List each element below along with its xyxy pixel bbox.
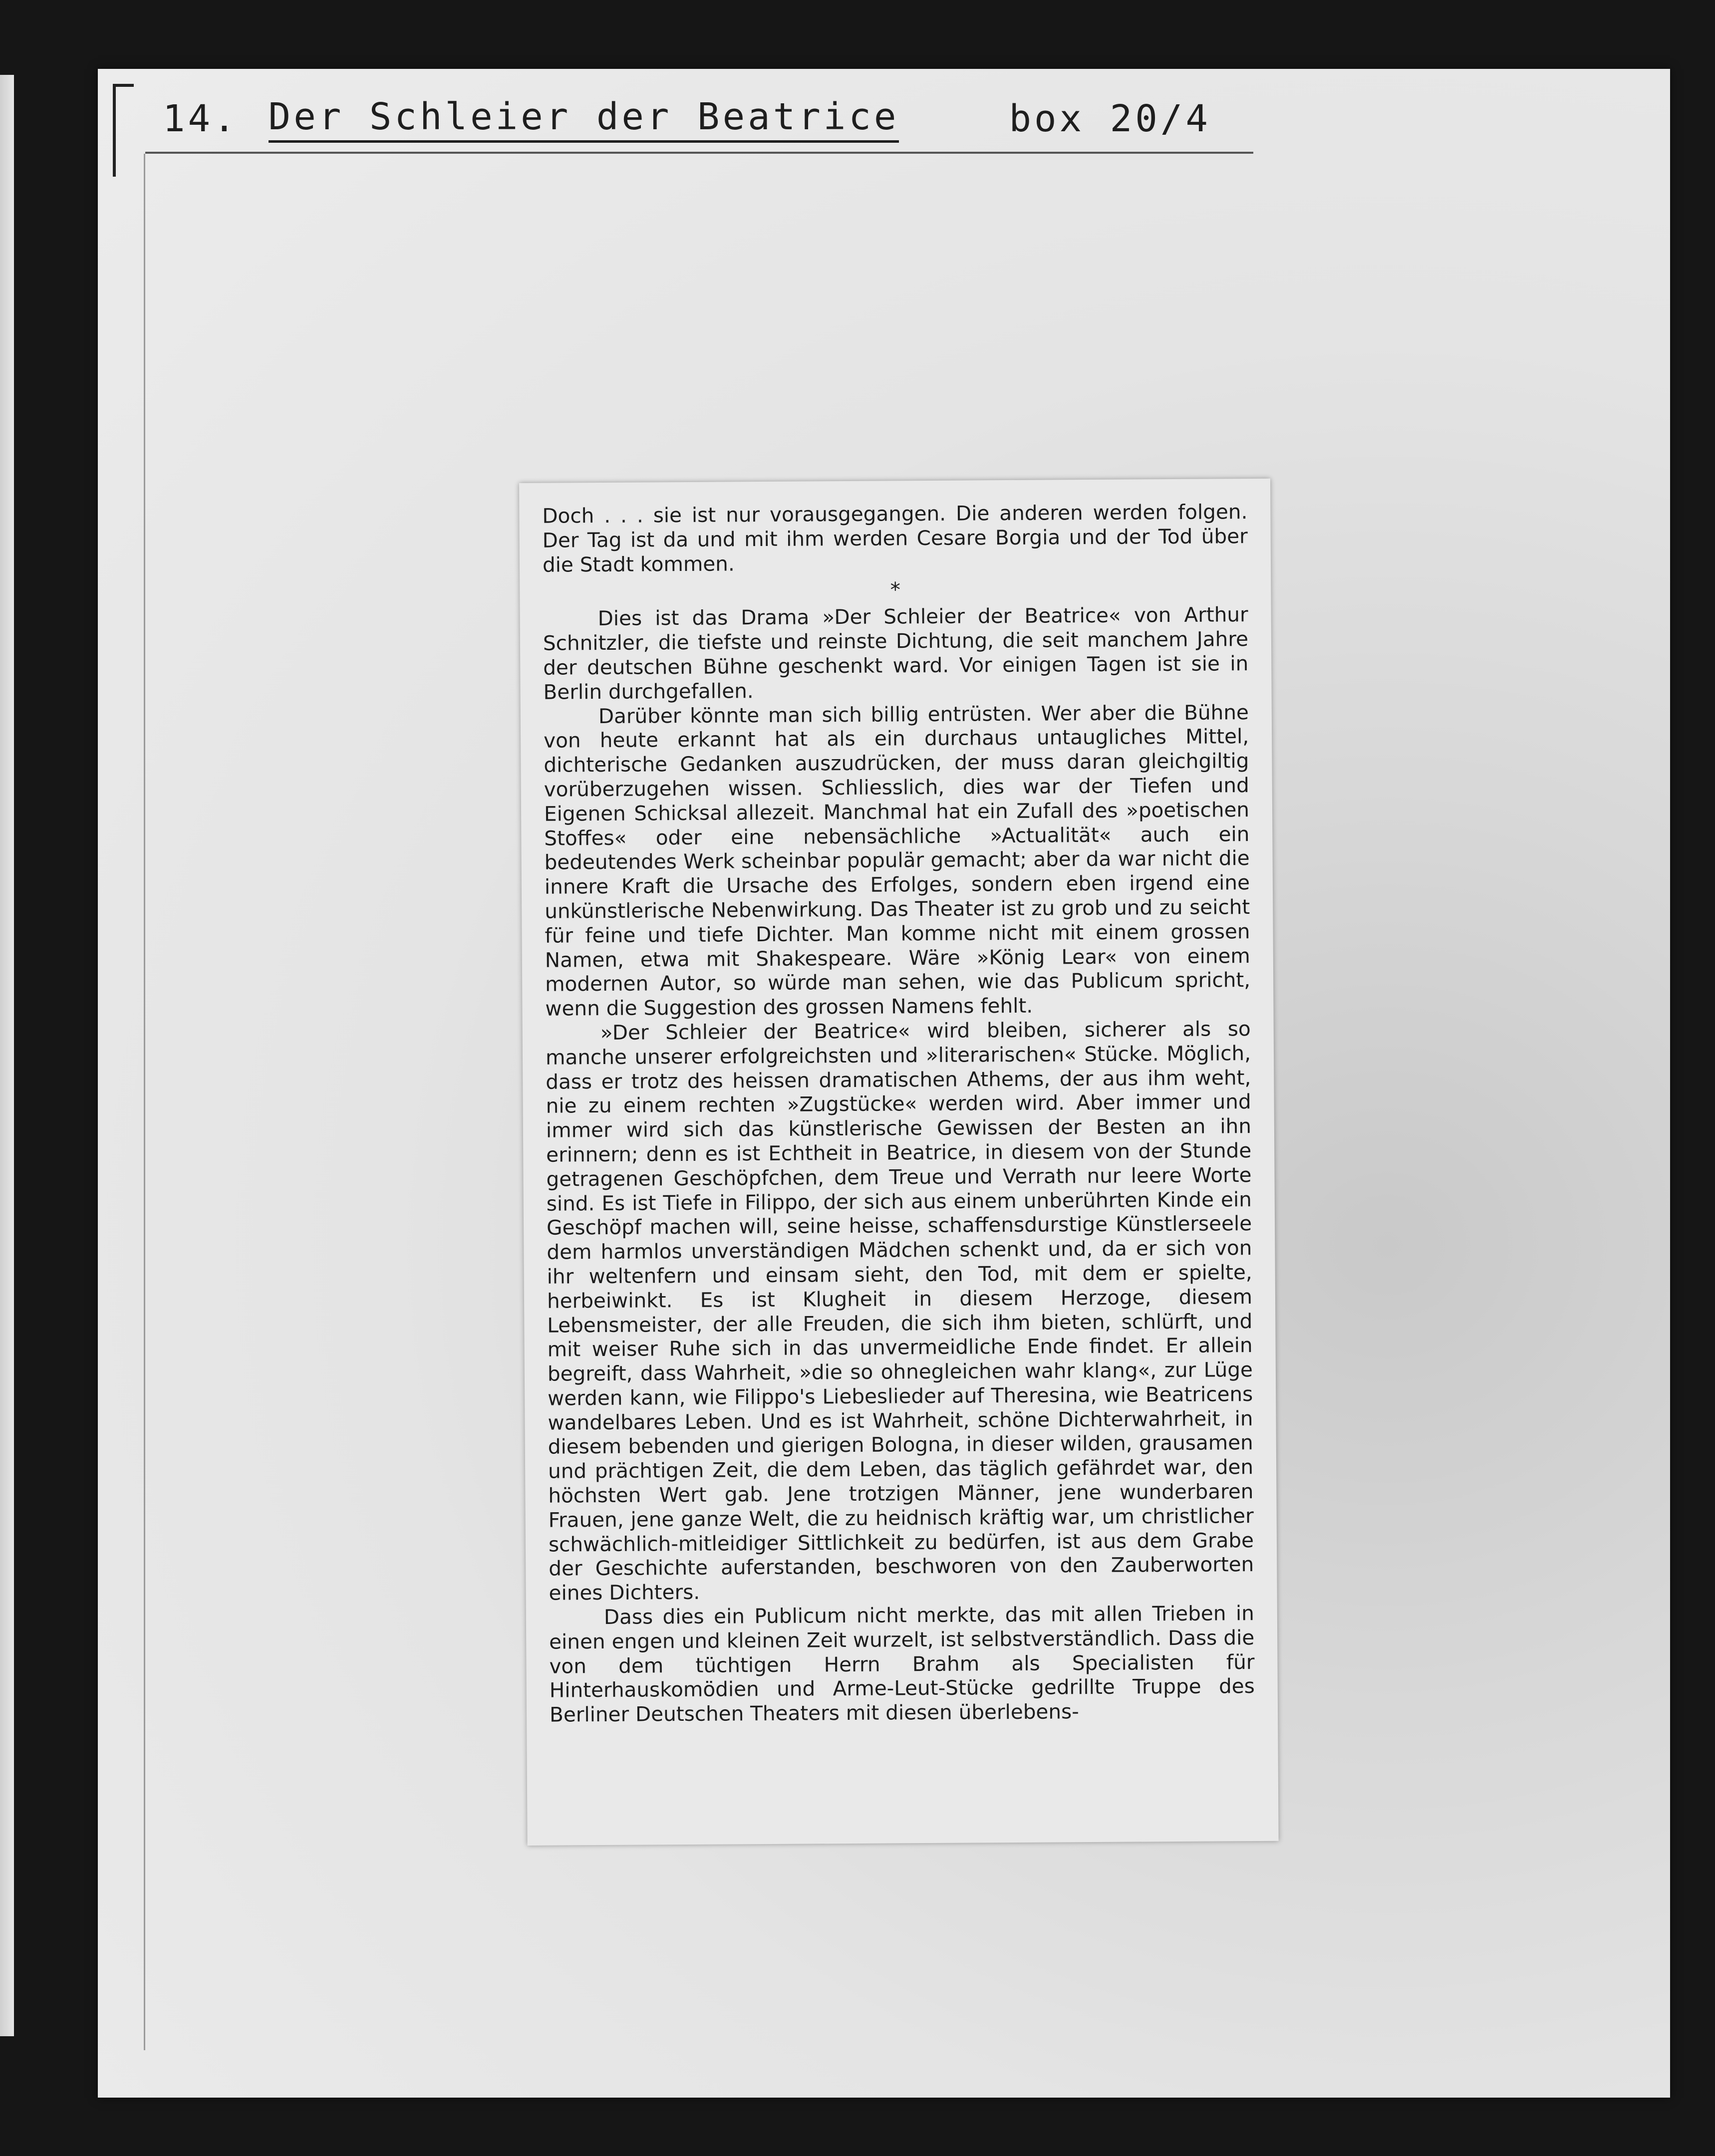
sheet-header: [163, 89, 1211, 149]
header-rule: [145, 152, 1253, 154]
newspaper-clipping: [519, 479, 1279, 1846]
article-opening: Doch . . . sie ist nur vorausgegangen. Die anderen werden folgen. Der Tag ist da und mit ihm werden Cesare Borgia und der Tod über die Stadt kommen.: [542, 500, 1248, 577]
margin-rule: [144, 154, 145, 2050]
article-paragraph: Darüber könnte man sich billig entrüsten. Wer aber die Bühne von heute erkannt hat als ein durchaus untaugliches Mittel, dichterische Gedanken auszudrücken, der muss daran gleichgiltig vorüberzugehen wissen. Schliesslich, dies war der Tiefen und Eigenen Schicksal allezeit. Manchmal hat ein Zufall des »poetischen Stoffes« oder eine nebensächliche »Actualität« auch ein bedeutendes Werk scheinbar populär gemacht; aber da war nicht die innere Kraft die Ursache des Erfolges, sondern eben irgend eine unkünstlerische Nebenwirkung. Das Theater ist zu grob und zu seicht für feine und tiefe Dichter. Man komme nicht mit einem grossen Namen, etwa mit Shakespeare. Wäre »König Lear« von einem modernen Autor, so würde man sehen, wie das Publicum spricht, wenn die Suggestion des grossen Namens fehlt.: [544, 700, 1251, 1021]
article-paragraph: Dies ist das Drama »Der Schleier der Beatrice« von Arthur Schnitzler, die tiefste und reinste Dichtung, die seit manchem Jahre der deutschen Bühne geschenkt ward. Vor einigen Tagen ist sie in Berlin durchgefallen.: [543, 602, 1249, 704]
article-text: [542, 500, 1255, 1727]
article-paragraph: »Der Schleier der Beatrice« wird bleiben, sicherer als so manche unserer erfolgreichsten und »literarischen« Stücke. Möglich, dass er trotz des heissen dramatischen Athems, der aus ihm weht, nie zu einem rechten »Zugstücke« werden wird. Aber immer und immer wird sich das künstlerische Gewissen der Besten an ihn erinnern; denn es ist Echtheit in Beatrice, in diesem von der Stunde getragenen Geschöpfchen, dem Treue und Verrath nur leere Worte sind. Es ist Tiefe in Filippo, der sich aus einem unberührten Kinde ein Geschöpf machen will, seine heisse, schaffensdurstige Künstlerseele dem harmlos unverständigen Mädchen schenkt und, da er sich von ihr weltenfern und einsam sieht, den Tod, mit dem er spielte, herbeiwinkt. Es ist Klugheit in diesem Herzoge, diesem Lebensmeister, der alle Freuden, die sich ihm bieten, schlürft, und mit weiser Ruhe sich in das unvermeidliche Ende findet. Er allein begreift, dass Wahrheit, »die so ohnegleichen wahr klang«, zur Lüge werden kann, wie Filippo's Liebeslieder auf Theresina, wie Beatricens wandelbares Leben. Und es ist Wahrheit, schöne Dichterwahrheit, in diesem bebenden und gierigen Bologna, in dieser wilden, grausamen und prächtigen Zeit, die dem Leben, das täglich gefährdet war, den höchsten Wert gab. Jene trotzigen Männer, jene wunderbaren Frauen, jene ganze Welt, die zu heidnisch kräftig war, um christlicher schwächlich-mitleidiger Sittlichkeit zu bedürfen, ist aus dem Grabe der Geschichte auferstanden, beschworen von den Zauberworten eines Dichters.: [545, 1017, 1254, 1605]
section-separator: *: [890, 577, 901, 602]
item-title: Der Schleier der Beatrice: [269, 95, 899, 143]
article-paragraph: Dass dies ein Publicum nicht merkte, das mit allen Trieben in einen engen und kleinen Zeit wurzelt, ist selbstverständlich. Dass die von dem tüchtigen Herrn Brahm als Specialisten für Hinterhauskomödien und Arme-Leut-Stücke gedrillte Truppe des Berliner Deutschen Theaters mit diesen überlebens-: [549, 1601, 1255, 1727]
corner-bracket-mark: [113, 84, 134, 177]
box-label: box 20/4: [1009, 97, 1211, 140]
previous-sheet-edge: [0, 75, 14, 2036]
item-number: 14.: [163, 97, 239, 140]
